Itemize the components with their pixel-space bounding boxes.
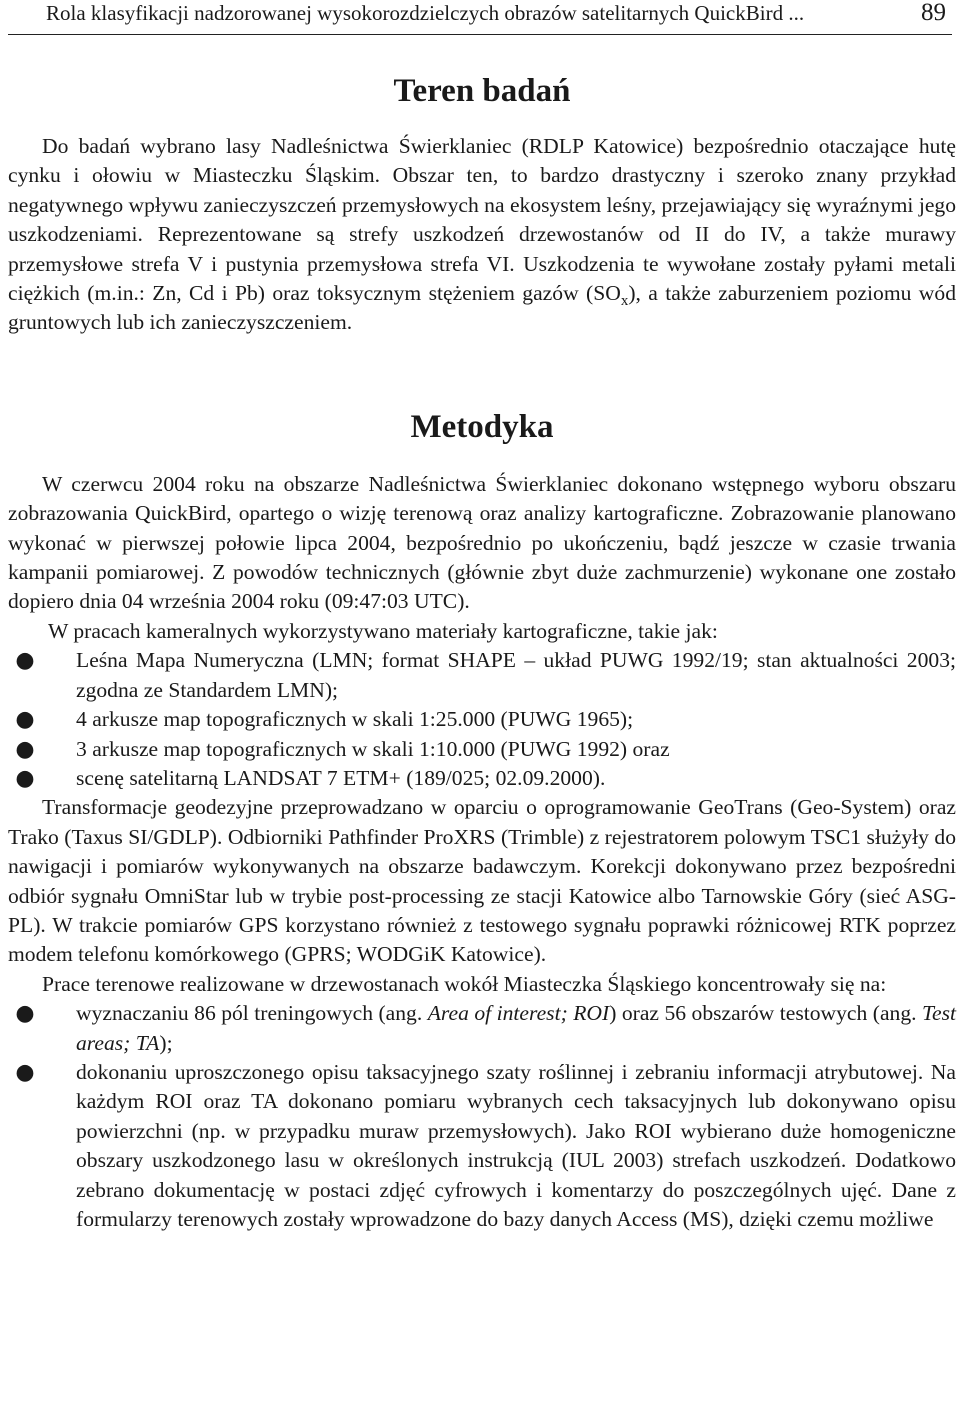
- bullet-icon: ●: [15, 765, 35, 791]
- fieldwork-list: [8, 999, 956, 1234]
- bullet-icon: ●: [15, 1059, 35, 1085]
- list-item: ● Leśna Mapa Numeryczna (LMN; format SHAPE – układ PUWG 1992/19; stan aktualności 2003; zgodna ze Standardem LMN);: [8, 646, 956, 705]
- running-header: [8, 0, 952, 35]
- list-item: ● 4 arkusze map topograficznych w skali 1:25.000 (PUWG 1965);: [8, 705, 956, 734]
- list-item: ● wyznaczaniu 86 pól treningowych (ang. Area of interest; ROI) oraz 56 obszarów testowych (ang. Test areas; TA);: [8, 999, 956, 1058]
- bullet-icon: ●: [15, 736, 35, 762]
- page-body: [8, 64, 956, 1234]
- methodology-paragraph-3: Transformacje geodezyjne przeprowadzano w oparciu o oprogramowanie GeoTrans (Geo-System) oraz Trako (Taxus SI/GDLP). Odbiorniki Pathfinder ProXRS (Trimble) z rejestratorem polowym TSC1 służyły do nawigacji i pomiarów wykonywanych na obszarze badawczym. Korekcji dokonywano przez bezpośredni odbiór sygnału OmniStar lub w trybie post-processing ze stacji Katowice albo Tarnowskie Góry (sieć ASG-PL). W trakcie pomiarów GPS korzystano również z testowego sygnału poprawki różnicowej RTK poprzez modem telefonu komórkowego (GPRS; WODGiK Katowice).: [8, 795, 956, 967]
- list-item: ● 3 arkusze map topograficznych w skali 1:10.000 (PUWG 1992) oraz: [8, 735, 956, 764]
- terrain-paragraph: Do badań wybrano lasy Nadleśnictwa Świerklaniec (RDLP Katowice) bezpośrednio otaczające hutę cynku i ołowiu w Miasteczku Śląskim. Obszar ten, to bardzo drastyczny i szeroko znany przykład negatywnego wpływu zanieczyszczeń przemysłowych na ekosystem leśny, przejawiający się wyraźnymi jego uszkodzeniami. Reprezentowane są strefy uszkodzeń drzewostanów od II do IV, a także murawy przemysłowe strefa V i pustynia przemysłowa strefa VI. Uszkodzenia te wywołane zostały pyłami metali ciężkich (m.in.: Zn, Cd i Pb) oraz toksycznym stężeniem gazów $(SO_x)$, a także zaburzeniem poziomu wód gruntowych lub ich zanieczyszczeniem.: [8, 134, 956, 335]
- bullet-icon: ●: [15, 707, 35, 733]
- methodology-paragraph-2: W pracach kameralnych wykorzystywano materiały kartograficzne, takie jak:: [48, 618, 718, 643]
- subscript-x: x: [620, 293, 629, 310]
- methodology-paragraph-4: Prace terenowe realizowane w drzewostanach wokół Miasteczka Śląskiego koncentrowały się na:: [42, 971, 887, 996]
- section-heading-terrain: Teren badań: [393, 73, 571, 109]
- running-title: Rola klasyfikacji nadzorowanej wysokorozdzielczych obrazów satelitarnych QuickBird ...: [46, 1, 805, 25]
- section-heading-methodology: Metodyka: [410, 408, 554, 445]
- bullet-icon: ●: [15, 648, 35, 674]
- methodology-paragraph-1: W czerwcu 2004 roku na obszarze Nadleśnictwa Świerklaniec dokonano wstępnego wyboru obszaru zobrazowania QuickBird, opartego o wizję terenową oraz analizy kartograficzne. Zobrazowanie planowano wykonać w pierwszej połowie lipca 2004, bezpośrednio po ukończeniu, bądź jeszcze w czasie trwania kampanii pomiarowej. Z powodów technicznych (głównie zbyt duże zachmurzenie) wykonane one zostało dopiero dnia 04 września 2004 roku (09:47:03 UTC).: [8, 471, 956, 614]
- bullet-icon: ●: [15, 1001, 35, 1027]
- list-item: ● scenę satelitarną LANDSAT 7 ETM+ (189/025; 02.09.2000).: [8, 764, 956, 793]
- page-number: 89: [921, 0, 946, 26]
- list-item: ● dokonaniu uproszczonego opisu taksacyjnego szaty roślinnej i zebraniu informacji atrybutowej. Na każdym ROI oraz TA dokonano pomiaru wybranych cech taksacyjnych lub dokonywano opisu powierzchni (np. w przypadku muraw przemysłowych). Jako ROI wybierano duże homogeniczne obszary uszkodzonego lasu w określonych instrukcją (IUL 2003) strefach uszkodzeń. Dodatkowo zebrano dokumentację w postaci zdjęć cyfrowych i komentarzy do poszczególnych ujęć. Dane z formularzy terenowych zostały wprowadzone do bazy danych Access (MS), dzięki czemu możliwe: [8, 1058, 956, 1234]
- cartographic-materials-list: [8, 646, 956, 793]
